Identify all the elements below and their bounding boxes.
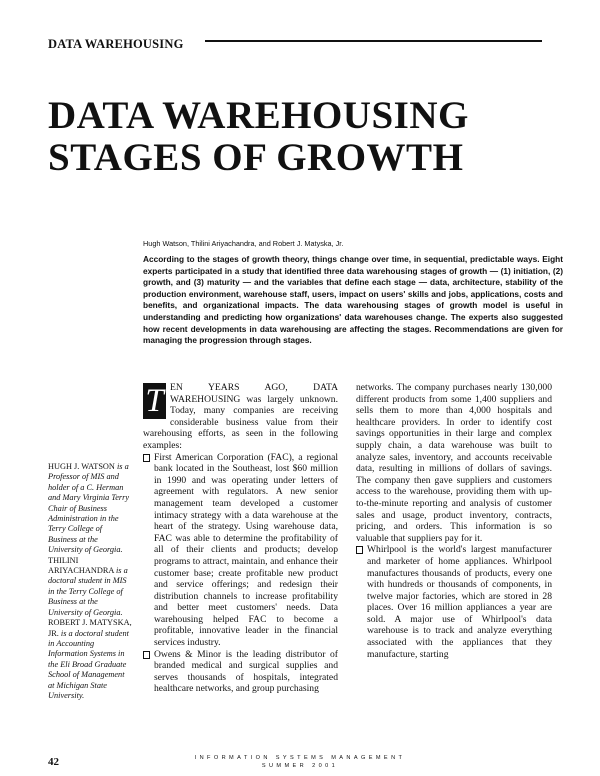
journal-name: INFORMATION SYSTEMS MANAGEMENT — [194, 755, 406, 761]
page-number: 42 — [48, 756, 59, 768]
bio-matyska — [48, 618, 132, 701]
article-title — [48, 95, 568, 179]
section-label: DATA WAREHOUSING — [48, 37, 184, 51]
bio-text: is a doctoral student in MIS in the Terry College of Business at the University of Georgia. — [48, 566, 128, 617]
bio-name: HUGH J. WATSON — [48, 462, 115, 471]
bio-text: is a doctoral student in Accounting Information Systems in the Eli Broad Graduate School of Management at Michigan State University. — [48, 628, 129, 700]
authors-line: Hugh Watson, Thilini Ariyachandra, and Robert J. Matyska, Jr. — [143, 239, 344, 248]
header-rule — [205, 40, 542, 42]
checkbox-bullet-icon — [356, 546, 363, 554]
bio-text: is a Professor of MIS and holder of a C. Herman and Mary Virginia Terry Chair of Business Administration in the Terry College of Business at the University of Georgia. — [48, 462, 130, 555]
bio-ariyachandra — [48, 556, 132, 618]
author-bios — [48, 462, 132, 701]
abstract: According to the stages of growth theory, things change over time, in sequential, predictable ways. Eight experts participated in a study that identified three data warehousing stages of growth — (1) initiation, (2) growth, and (3) maturity — and the variables that define each stage — data, architecture, stability of the production environment, warehouse staff, users, impact on users' skills and jobs, applications, costs and benefits, and organizational impacts. The data warehousing stages of growth model is useful in understanding and predicting how organizations' data warehouses change. The experts also suggested how recent developments in data warehousing are affecting the stages. Recommendations are given for managing the progression through stages. — [143, 254, 563, 346]
bio-name: THILINI ARIYACHANDRA — [48, 555, 114, 576]
title-line-1: DATA WAREHOUSING — [48, 94, 469, 137]
example-continued: networks. The company purchases nearly 130,000 different products from some 1,400 suppliers and sells them to more than 4,000 hospitals and healthcare providers. In order to identify cost savings opportunities in their large and complex supply chain, a data warehouse was built to analyze sales, inventory, and accounts receivable data, resulting in millions of dollars of savings. The company then gave suppliers and customers access to the warehouse, providing them with up-to-the-minute reporting and analysis of customer sales and usage, product inventory, contracts, pricing, and orders. This information is so valuable that suppliers pay for it. — [356, 382, 552, 544]
example-text: Whirlpool is the world's largest manufacturer and marketer of home appliances. Whirlpool manufactures thousands of products, every one with hundreds or thousands of components, in twelve major factories, which are stored in 28 places. Over 16 million appliances a year are sold. A major use of Whirlpool's data warehouse is to track and analyze everything associated with the appliances that they manufacture, starting — [367, 544, 552, 660]
example-item-owens-minor — [143, 649, 338, 695]
body-column-1 — [143, 382, 338, 695]
example-text: First American Corporation (FAC), a regional bank located in the Southeast, lost $60 million in 1990 and was operating under letters of agreement with regulators. A new senior management team developed a customer intimacy strategy with a data warehouse at the heart of the strategy. Using warehouse data, FAC was able to determine the profitability of all of their clients and products; develop programs to attract, maintain, and enhance their customer base; create profitable new product and service offerings; and redesign their distribution channels to increase profitability and better meet customers' needs. Data warehousing helped FAC to become a profitable, innovative leader in the financial services industry. — [154, 451, 338, 649]
bio-name: ROBERT J. MATYSKA, JR. — [48, 618, 132, 638]
intro-paragraph — [143, 382, 338, 452]
example-text: Owens & Minor is the leading distributor of branded medical and surgical supplies and serves thousands of hospitals, integrated healthcare networks, and group purchasing — [154, 648, 338, 695]
example-item-whirlpool — [356, 544, 552, 660]
checkbox-bullet-icon — [143, 454, 150, 462]
drop-cap: T — [143, 383, 166, 419]
journal-footer — [185, 755, 415, 770]
journal-issue: SUMMER 2001 — [261, 762, 339, 769]
checkbox-bullet-icon — [143, 651, 150, 659]
example-item-fac — [143, 452, 338, 649]
body-column-2 — [356, 382, 552, 660]
bio-watson — [48, 462, 132, 556]
title-line-2: STAGES OF GROWTH — [48, 136, 464, 179]
intro-text: EN YEARS AGO, DATA WAREHOUSING was largely unknown. Today, many companies are receiving considerable business value from their warehousing efforts, as seen in the following examples: — [143, 382, 338, 451]
